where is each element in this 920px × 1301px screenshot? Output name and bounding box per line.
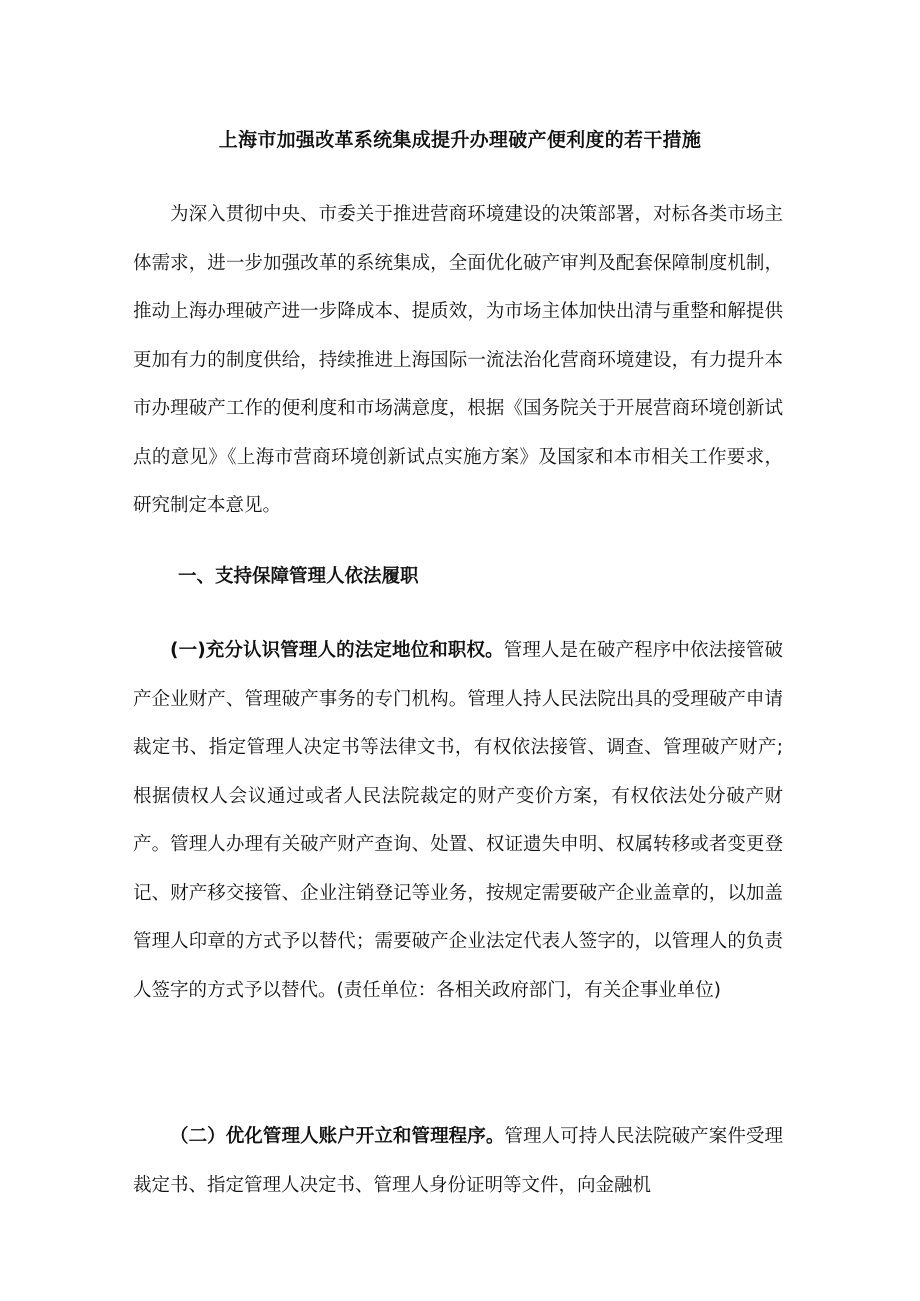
item-title-2: （二）优化管理人账户开立和管理程序。 <box>170 1126 505 1147</box>
item-body-1: 管理人是在破产程序中依法接管破产企业财产、管理破产事务的专门机构。管理人持人民法院出具的受理破产申请裁定书、指定管理人决定书等法律文书，有权依法接管、调查、管理破产财产;根据债权人会议通过或者人民法院裁定的财产变价方案，有权依法处分破产财产。管理人办理有关破产财产查询、处置、权证遗失申明、权属转移或者变更登记、财产移交接管、企业注销登记等业务，按规定需要破产企业盖章的，以加盖管理人印章的方式予以替代；需要破产企业法定代表人签字的，以管理人的负责人签字的方式予以替代。(责任单位：各相关政府部门，有关企事业单位) <box>133 640 783 1001</box>
item-title-1: (一)充分认识管理人的法定地位和职权。 <box>170 640 504 661</box>
item-paragraph-1 <box>133 627 783 1015</box>
section-heading: 一、支持保障管理人依法履职 <box>178 566 419 587</box>
document-title: 上海市加强改革系统集成提升办理破产便利度的若干措施 <box>218 129 702 151</box>
intro-paragraph: 为深入贯彻中央、市委关于推进营商环境建设的决策部署，对标各类市场主体需求，进一步加强改革的系统集成，全面优化破产审判及配套保障制度机制，推动上海办理破产进一步降成本、提质效，为市场主体加快出清与重整和解提供更加有力的制度供给，持续推进上海国际一流法治化营商环境建设，有力提升本市办理破产工作的便利度和市场满意度，根据《国务院关于开展营商环境创新试点的意见》《上海市营商环境创新试点实施方案》及国家和本市相关工作要求，研究制定本意见。 <box>133 204 783 516</box>
item-paragraph-2 <box>133 1113 783 1210</box>
item-body-2: 管理人可持人民法院破产案件受理裁定书、指定管理人决定书、管理人身份证明等文件，向金融机 <box>133 1126 783 1196</box>
